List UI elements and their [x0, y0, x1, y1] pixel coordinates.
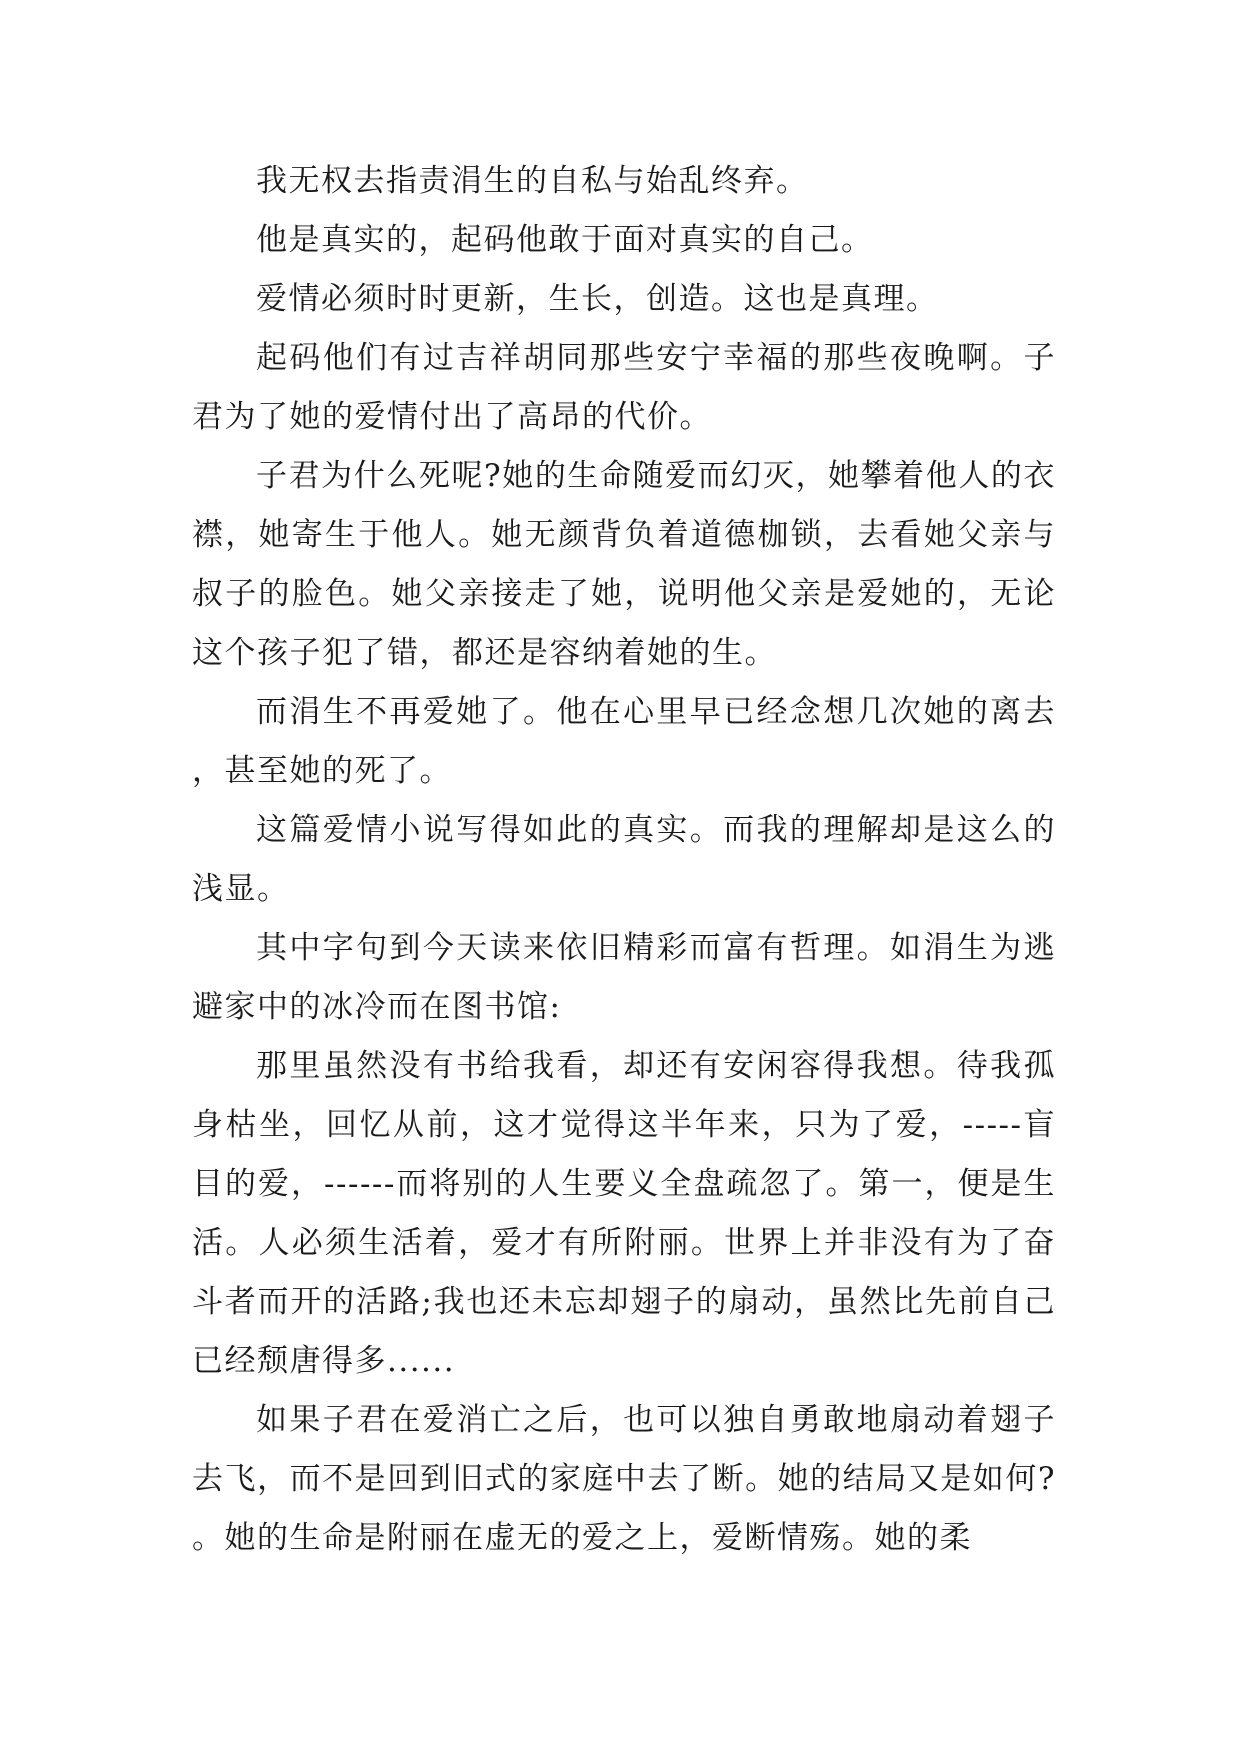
- document-body: [192, 152, 1056, 1568]
- paragraph-9: 那里虽然没有书给我看，却还有安闲容得我想。待我孤身枯坐，回忆从前，这才觉得这半年来，只为了爱，-----盲目的爱，------而将别的人生要义全盘疏忽了。第一，便是生活。人必须生活着，爱才有所附丽。世界上并非没有为了奋斗者而开的活路;我也还未忘却翅子的扇动，虽然比先前自己已经颓唐得多......: [192, 1048, 1056, 1379]
- paragraph-5: 子君为什么死呢?她的生命随爱而幻灭，她攀着他人的衣襟，她寄生于他人。她无颜背负着道德枷锁，去看她父亲与叔子的脸色。她父亲接走了她，说明他父亲是爱她的，无论这个孩子犯了错，都还是容纳着她的生。: [192, 458, 1056, 671]
- paragraph-1: 我无权去指责涓生的自私与始乱终弃。: [256, 163, 809, 199]
- paragraph-3: 爱情必须时时更新，生长，创造。这也是真理。: [256, 281, 939, 317]
- paragraph-8: 其中字句到今天读来依旧精彩而富有哲理。如涓生为逃避家中的冰冷而在图书馆:: [192, 930, 1056, 1025]
- paragraph-4: 起码他们有过吉祥胡同那些安宁幸福的那些夜晚啊。子君为了她的爱情付出了高昂的代价。: [192, 340, 1056, 435]
- paragraph-10: 如果子君在爱消亡之后，也可以独自勇敢地扇动着翅子去飞，而不是回到旧式的家庭中去了断。她的结局又是如何?。她的生命是附丽在虚无的爱之上，爱断情殇。她的柔: [192, 1402, 1056, 1556]
- paragraph-2: 他是真实的，起码他敢于面对真实的自己。: [256, 222, 874, 258]
- paragraph-7: 这篇爱情小说写得如此的真实。而我的理解却是这么的浅显。: [192, 812, 1056, 907]
- paragraph-6: 而涓生不再爱她了。他在心里早已经念想几次她的离去，甚至她的死了。: [192, 694, 1056, 789]
